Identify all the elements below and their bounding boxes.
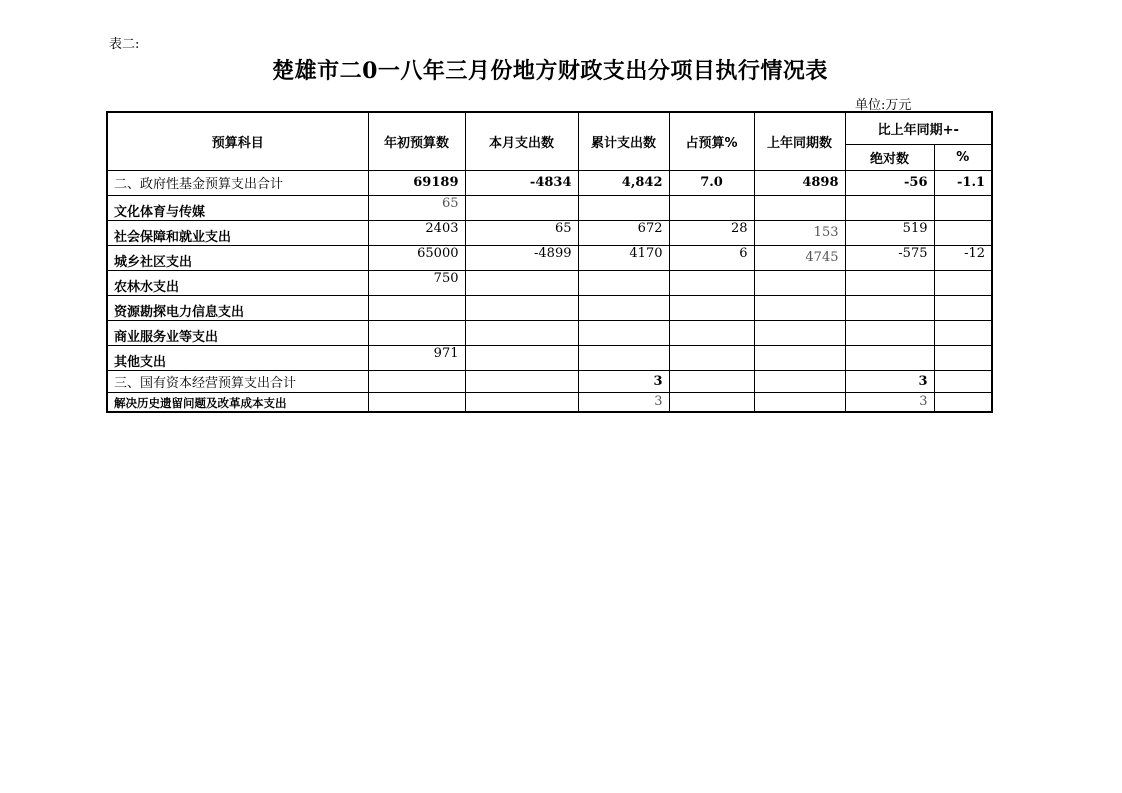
row-cumulative-expense: 4,842 [578, 170, 669, 195]
row-initial-budget [368, 320, 465, 345]
row-absolute: -56 [845, 170, 934, 195]
row-absolute: -575 [845, 245, 934, 270]
row-budget-pct: 6 [669, 245, 754, 270]
row-last-year-same [754, 270, 845, 295]
row-budget-pct [669, 295, 754, 320]
row-budget-pct: 28 [669, 220, 754, 245]
row-absolute [845, 345, 934, 370]
row-last-year-same [754, 370, 845, 392]
row-percent [934, 392, 992, 412]
header-cumulative-expense: 累计支出数 [578, 112, 669, 170]
row-initial-budget: 65 [368, 195, 465, 220]
row-cumulative-expense: 4170 [578, 245, 669, 270]
row-subject: 三、国有资本经营预算支出合计 [107, 370, 368, 392]
row-cumulative-expense: 672 [578, 220, 669, 245]
row-month-expense: -4899 [465, 245, 578, 270]
header-initial-budget: 年初预算数 [368, 112, 465, 170]
table-row [107, 270, 992, 295]
row-month-expense [465, 320, 578, 345]
row-month-expense [465, 270, 578, 295]
row-percent [934, 270, 992, 295]
unit-label: 单位:万元 [855, 98, 912, 113]
row-cumulative-expense: 3 [578, 392, 669, 412]
row-absolute [845, 270, 934, 295]
row-last-year-same: 4898 [754, 170, 845, 195]
row-initial-budget [368, 392, 465, 412]
row-last-year-same: 4745 [754, 245, 845, 270]
row-percent: -12 [934, 245, 992, 270]
row-initial-budget: 69189 [368, 170, 465, 195]
table-row [107, 392, 992, 412]
row-absolute: 3 [845, 392, 934, 412]
header-last-year-same: 上年同期数 [754, 112, 845, 170]
header-month-expense: 本月支出数 [465, 112, 578, 170]
row-percent [934, 370, 992, 392]
row-subject: 二、政府性基金预算支出合计 [107, 170, 368, 195]
row-month-expense [465, 295, 578, 320]
row-budget-pct [669, 345, 754, 370]
row-month-expense [465, 345, 578, 370]
row-initial-budget: 2403 [368, 220, 465, 245]
row-absolute [845, 195, 934, 220]
row-initial-budget: 971 [368, 345, 465, 370]
row-month-expense [465, 392, 578, 412]
table-row [107, 370, 992, 392]
row-budget-pct [669, 320, 754, 345]
row-last-year-same [754, 195, 845, 220]
expenditure-table [106, 111, 993, 413]
row-subject: 其他支出 [107, 345, 368, 370]
row-last-year-same [754, 320, 845, 345]
row-percent [934, 220, 992, 245]
row-subject: 文化体育与传媒 [107, 195, 368, 220]
header-budget-pct: 占预算% [669, 112, 754, 170]
row-percent [934, 345, 992, 370]
row-cumulative-expense: 3 [578, 370, 669, 392]
row-budget-pct [669, 370, 754, 392]
header-absolute: 绝对数 [845, 144, 934, 170]
row-absolute [845, 320, 934, 345]
row-budget-pct [669, 270, 754, 295]
row-last-year-same [754, 345, 845, 370]
row-cumulative-expense [578, 345, 669, 370]
row-month-expense: 65 [465, 220, 578, 245]
row-last-year-same [754, 392, 845, 412]
table-row [107, 345, 992, 370]
table-row [107, 170, 992, 195]
row-initial-budget: 750 [368, 270, 465, 295]
row-month-expense [465, 195, 578, 220]
header-percent: % [934, 144, 992, 170]
row-cumulative-expense [578, 320, 669, 345]
table-row [107, 195, 992, 220]
row-subject: 商业服务业等支出 [107, 320, 368, 345]
row-absolute: 519 [845, 220, 934, 245]
row-subject: 资源勘探电力信息支出 [107, 295, 368, 320]
table-row [107, 245, 992, 270]
row-absolute [845, 295, 934, 320]
page-title: 楚雄市二0一八年三月份地方财政支出分项目执行情况表 [272, 58, 828, 84]
table-row [107, 220, 992, 245]
row-absolute: 3 [845, 370, 934, 392]
header-subject: 预算科目 [107, 112, 368, 170]
table-label: 表二: [109, 37, 140, 52]
row-subject: 解决历史遗留问题及改革成本支出 [107, 392, 368, 412]
row-cumulative-expense [578, 270, 669, 295]
row-percent [934, 295, 992, 320]
row-percent [934, 195, 992, 220]
row-percent [934, 320, 992, 345]
row-initial-budget [368, 370, 465, 392]
row-subject: 城乡社区支出 [107, 245, 368, 270]
table-row [107, 320, 992, 345]
row-cumulative-expense [578, 195, 669, 220]
header-compare-group: 比上年同期+- [845, 112, 992, 144]
row-month-expense [465, 370, 578, 392]
row-initial-budget: 65000 [368, 245, 465, 270]
row-cumulative-expense [578, 295, 669, 320]
row-last-year-same: 153 [754, 220, 845, 245]
row-budget-pct [669, 392, 754, 412]
row-subject: 社会保障和就业支出 [107, 220, 368, 245]
row-budget-pct [669, 195, 754, 220]
row-last-year-same [754, 295, 845, 320]
row-initial-budget [368, 295, 465, 320]
row-budget-pct: 7.0 [669, 170, 754, 195]
table-row [107, 295, 992, 320]
row-percent: -1.1 [934, 170, 992, 195]
row-subject: 农林水支出 [107, 270, 368, 295]
row-month-expense: -4834 [465, 170, 578, 195]
